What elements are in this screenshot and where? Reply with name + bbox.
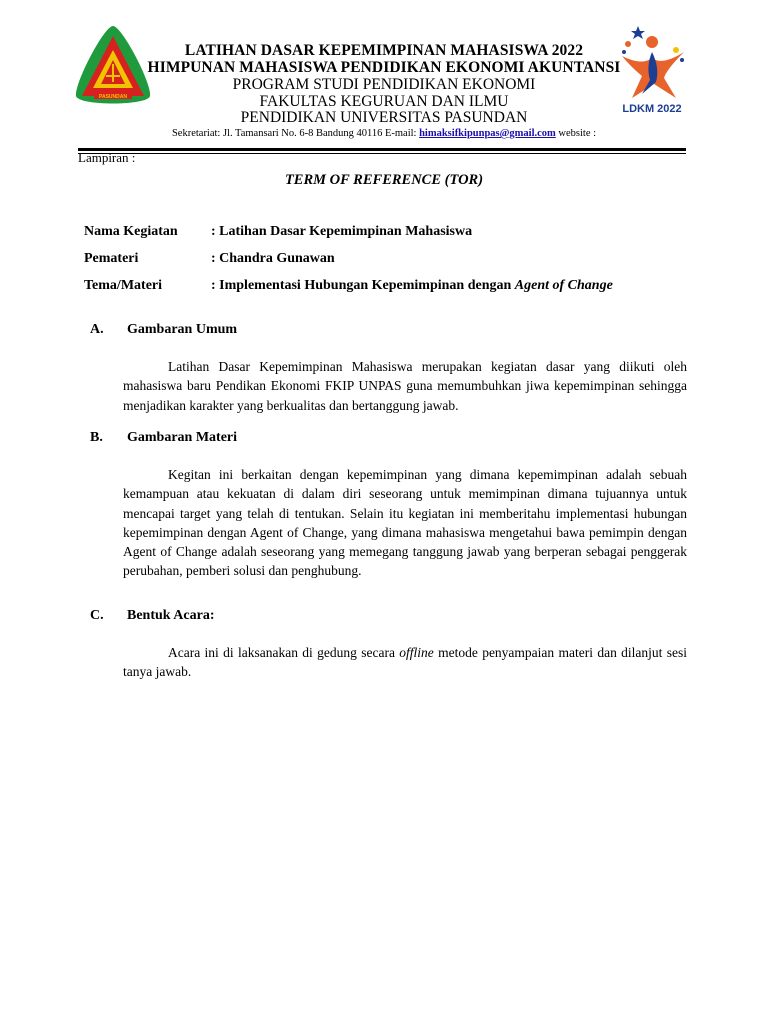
section-b-letter: B.: [90, 430, 103, 445]
right-logo-text: LDKM 2022: [622, 103, 682, 115]
header-line-3: PROGRAM STUDI PENDIDIKAN EKONOMI: [232, 76, 536, 93]
document-title: TERM OF REFERENCE (TOR): [284, 172, 484, 188]
section-a-letter: A.: [90, 322, 104, 337]
pemateri-value: : Chandra Gunawan: [211, 251, 335, 266]
header-divider-thick: [78, 148, 686, 151]
header-title-line-1: LATIHAN DASAR KEPEMIMPINAN MAHASISWA 2022: [184, 42, 584, 59]
header-divider-thin: [78, 153, 686, 154]
nama-label: Nama Kegiatan: [84, 224, 178, 239]
section-c-text-1: Acara ini di laksanakan di gedung secara: [168, 645, 400, 660]
contact-prefix: Sekretariat: Jl. Tamansari No. 6-8 Bandung 40116 E-mail:: [171, 128, 420, 139]
lampiran-label: Lampiran :: [78, 150, 136, 165]
section-b-title: Gambaran Materi: [127, 430, 238, 445]
section-c-paragraph: [123, 643, 687, 682]
pemateri-label: Pemateri: [84, 251, 139, 266]
header-title-line-2: HIMPUNAN MAHASISWA PENDIDIKAN EKONOMI AKUNTANSI: [147, 59, 621, 76]
section-b-paragraph: Kegitan ini berkaitan dengan kepemimpinan yang dimana kepemimpinan adalah sebuah kemampuan atau kekuatan di dalam diri seseorang untuk memimpinan dimana tujuannya untuk mencapai target yang telah di tentukan. Selain itu kegiatan ini memberitahu implementasi hubungan kepemimpinan dengan Agent of Change, yang dimana mahasiswa mengetahui bawa pemimpin dengan Agent of Change adalah seseorang yang memegang tanggung jawab yang berperan sebagai penggerak perubahan, pemberi solusi dan penghubung.: [123, 467, 687, 579]
left-logo-text: PASUNDAN: [99, 94, 127, 100]
section-c-title: Bentuk Acara:: [127, 608, 215, 623]
section-a-paragraph: Latihan Dasar Kepemimpinan Mahasiswa merupakan kegiatan dasar yang diikuti oleh mahasiswa baru Pendikan Ekonomi FKIP UNPAS guna memumbuhkan jiwa kepemimpinan sehingga menjadikan karakter yang berkualitas dan bertanggung jawab.: [123, 359, 687, 413]
contact-line: [0, 128, 768, 139]
nama-value: : Latihan Dasar Kepemimpinan Mahasiswa: [211, 224, 473, 239]
info-row-tema: [84, 278, 613, 294]
contact-suffix: website :: [555, 128, 597, 139]
section-c-text-italic: offline: [399, 645, 434, 660]
header-line-4: FAKULTAS KEGURUAN DAN ILMU: [259, 93, 509, 110]
tema-value-italic: Agent of Change: [514, 278, 613, 293]
info-row-pemateri: [84, 251, 335, 267]
tema-value: : Implementasi Hubungan Kepemimpinan dengan: [211, 278, 515, 293]
header-line-5: PENDIDIKAN UNIVERSITAS PASUNDAN: [240, 109, 528, 126]
contact-email-link[interactable]: himaksifkipunpas@gmail.com: [419, 128, 556, 139]
section-c-text-2: metode penyampaian materi dan dilanjut sesi tanya jawab.: [123, 645, 687, 680]
tema-label: Tema/Materi: [84, 278, 163, 293]
section-c-letter: C.: [90, 608, 104, 623]
section-a-title: Gambaran Umum: [127, 322, 238, 337]
info-row-nama: [84, 224, 472, 240]
